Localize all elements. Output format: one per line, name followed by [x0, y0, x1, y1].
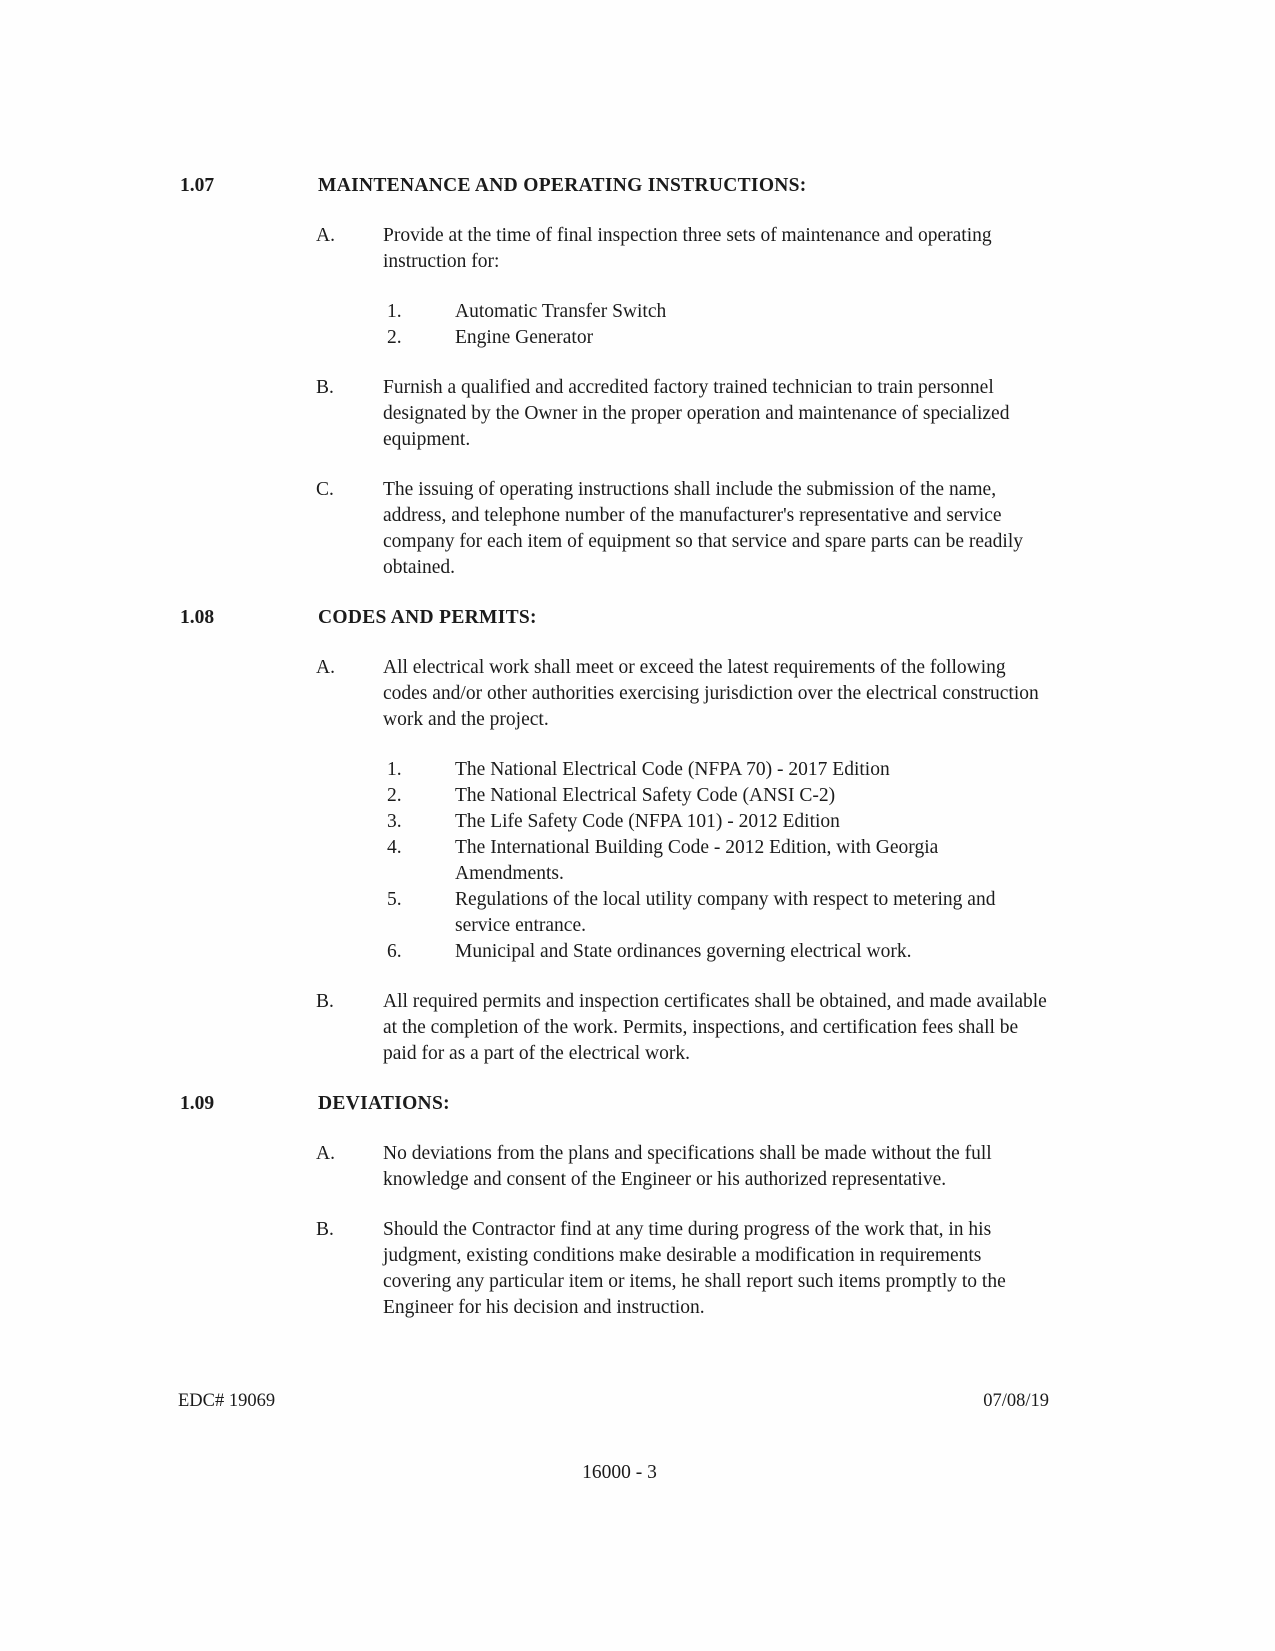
footer-date: 07/08/19: [983, 1391, 1049, 1411]
item-body: [383, 477, 1047, 581]
subitem-text: Regulations of the local utility company with respect to metering and service entrance.: [455, 889, 996, 936]
lettered-item: [316, 477, 1275, 581]
page-number: 16000 - 3: [582, 1462, 657, 1483]
section-title: MAINTENANCE AND OPERATING INSTRUCTIONS:: [318, 175, 807, 196]
item-body: [383, 1141, 1047, 1193]
subitem-text: Municipal and State ordinances governing electrical work.: [455, 941, 912, 962]
item-text: Should the Contractor find at any time during progress of the work that, in his judgment, existing conditions make desirable a modification in requirements covering any particular item or items, he shall report such items promptly to the Engineer for his decision and instruction.: [383, 1219, 1006, 1318]
numbered-subitem: [383, 783, 1047, 809]
subitem-text: The International Building Code - 2012 Edition, with Georgia Amendments.: [455, 837, 939, 884]
numbered-subitem: [383, 835, 1047, 887]
item-letter: A.: [316, 657, 335, 678]
subitem-number: 4.: [387, 837, 402, 858]
subitem-number: 1.: [387, 759, 402, 780]
lettered-item: [316, 375, 1275, 453]
item-body: [383, 375, 1047, 453]
spec-section: [0, 173, 1275, 581]
item-text: All required permits and inspection certificates shall be obtained, and made available at the completion of the work. Permits, inspections, and certification fees shall be paid for as a part of the electrical work.: [383, 991, 1047, 1064]
page-footer: [178, 1388, 1049, 1414]
section-heading: [0, 1091, 1275, 1117]
subitem-number: 1.: [387, 301, 402, 322]
item-letter: A.: [316, 1143, 335, 1164]
section-heading: [0, 173, 1275, 199]
subitem-number: 2.: [387, 785, 402, 806]
item-letter: B.: [316, 991, 334, 1012]
subitem-text: Engine Generator: [455, 327, 594, 348]
lettered-item: [316, 1141, 1275, 1193]
section-heading: [0, 605, 1275, 631]
subitem-text: The National Electrical Code (NFPA 70) - 2017 Edition: [455, 759, 890, 780]
section-items: [0, 655, 1275, 1067]
lettered-item: [316, 223, 1275, 351]
subitem-number: 2.: [387, 327, 402, 348]
spec-section: [0, 1091, 1275, 1321]
item-body: [383, 989, 1047, 1067]
subitem-text: The National Electrical Safety Code (ANSI C-2): [455, 785, 836, 806]
numbered-subitem: [383, 809, 1047, 835]
section-number: 1.08: [180, 607, 215, 628]
numbered-subitem: [383, 939, 1047, 965]
section-number: 1.07: [180, 175, 215, 196]
subitem-text: Automatic Transfer Switch: [455, 301, 667, 322]
subitem-number: 5.: [387, 889, 402, 910]
item-letter: B.: [316, 377, 334, 398]
section-title: CODES AND PERMITS:: [318, 607, 537, 628]
lettered-item: [316, 655, 1275, 965]
item-body: [383, 655, 1047, 965]
section-items: [0, 1141, 1275, 1321]
lettered-item: [316, 1217, 1275, 1321]
subitem-number: 3.: [387, 811, 402, 832]
spec-section: [0, 605, 1275, 1067]
numbered-subitem: [383, 325, 1047, 351]
section-title: DEVIATIONS:: [318, 1093, 450, 1114]
item-body: [383, 223, 1047, 351]
subitem-number: 6.: [387, 941, 402, 962]
item-subitems: [383, 757, 1047, 965]
item-letter: B.: [316, 1219, 334, 1240]
lettered-item: [316, 989, 1275, 1067]
item-letter: C.: [316, 479, 334, 500]
item-text: Provide at the time of final inspection three sets of maintenance and operating instruction for:: [383, 225, 992, 272]
item-body: [383, 1217, 1047, 1321]
numbered-subitem: [383, 299, 1047, 325]
section-number: 1.09: [180, 1093, 215, 1114]
item-letter: A.: [316, 225, 335, 246]
numbered-subitem: [383, 757, 1047, 783]
numbered-subitem: [383, 887, 1047, 939]
item-text: All electrical work shall meet or exceed the latest requirements of the following codes and/or other authorities exercising jurisdiction over the electrical construction work and the project.: [383, 657, 1039, 730]
item-text: Furnish a qualified and accredited factory trained technician to train personnel designated by the Owner in the proper operation and maintenance of specialized equipment.: [383, 377, 1010, 450]
subitem-text: The Life Safety Code (NFPA 101) - 2012 Edition: [455, 811, 840, 832]
item-text: No deviations from the plans and specifications shall be made without the full knowledge and consent of the Engineer or his authorized representative.: [383, 1143, 992, 1190]
item-subitems: [383, 299, 1047, 351]
item-text: The issuing of operating instructions shall include the submission of the name, address, and telephone number of the manufacturer's representative and service company for each item of equipment so that service and spare parts can be readily obtained.: [383, 479, 1023, 578]
section-items: [0, 223, 1275, 581]
footer-doc-number: EDC# 19069: [178, 1391, 276, 1411]
